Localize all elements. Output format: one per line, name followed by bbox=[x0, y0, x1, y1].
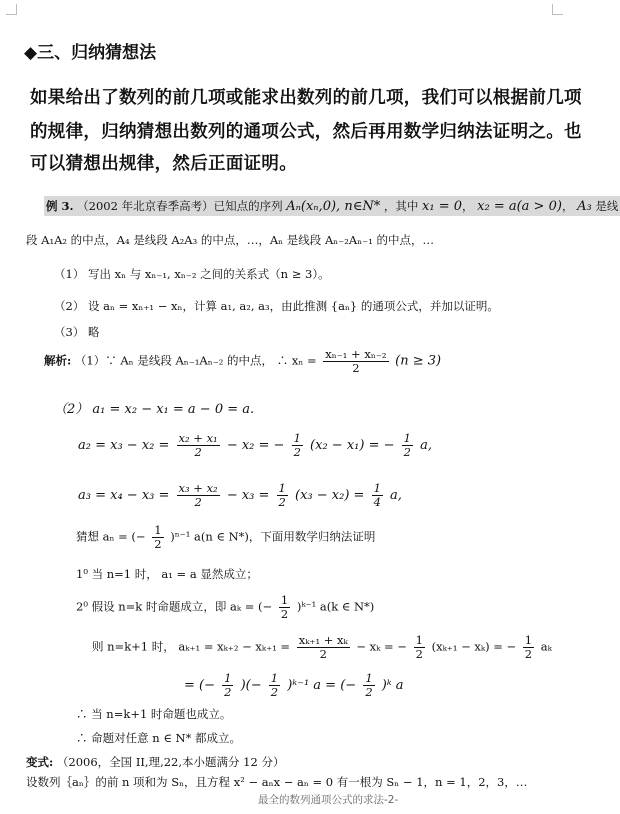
example-mid-text: ，其中 bbox=[383, 199, 419, 213]
induction-step-2: 2⁰ 假设 n=k 时命题成立，即 aₖ = (− $\frac{1}{2}$ )ᵏ⁻¹ a(k ∈ N*) bbox=[76, 593, 375, 621]
induction-step-4: = (− $\frac{1}{2}$ )(− $\frac{1}{2}$ )ᵏ⁻¹ a = (− $\frac{1}{2}$ )ᵏ a bbox=[184, 671, 404, 699]
corner-mark-top-right bbox=[552, 4, 563, 15]
fraction: $\frac{1}{2}$ bbox=[293, 431, 301, 459]
variant-label: 变式: bbox=[26, 755, 54, 769]
variant-source: （2006，全国 II,理,22,本小题满分 12 分） bbox=[56, 755, 285, 769]
example-a3: A₃ bbox=[577, 199, 592, 214]
fraction: $\frac{1}{2}$ bbox=[270, 671, 279, 699]
fraction: $\frac{\text{x₂ + x₁}}{2}$ bbox=[178, 431, 218, 459]
fraction: $\frac{1}{2}$ bbox=[154, 523, 162, 551]
induction-step-1: 1⁰ 当 n=1 时， a₁ = a 显然成立； bbox=[76, 567, 258, 581]
example-label: 例 3. bbox=[46, 199, 74, 213]
fraction: $\frac{1}{2}$ bbox=[278, 481, 286, 509]
example-source: （2002 年北京春季高考）已知点的序列 bbox=[77, 199, 283, 213]
induction-step-3: 则 n=k+1 时， aₖ₊₁ = xₖ₊₂ − xₖ₊₁ = $\frac{\text{xₖ₊₁ + xₖ}}{2}$ − xₖ = − $\frac{1}{2}$ (xₖ₊₁ − xₖ) = − $\frac{1}{2}$ aₖ bbox=[92, 633, 552, 661]
example-line-2: 段 A₁A₂ 的中点，A₄ 是线段 A₂A₃ 的中点，…，Aₙ 是线段 Aₙ₋₂Aₙ₋₁ 的中点，… bbox=[26, 233, 435, 247]
variant-line: 设数列｛aₙ｝的前 n 项和为 Sₙ，且方程 x² − aₙx − aₙ = 0 有一根为 Sₙ − 1，n = 1，2，3，… bbox=[26, 775, 528, 789]
section-title: ◆三、归纳猜想法 bbox=[24, 43, 157, 63]
fraction: $\frac{1}{2}$ bbox=[365, 671, 373, 699]
page-footer: 最全的数列通项公式的求法-2- bbox=[258, 794, 399, 806]
question-3: （3） 略 bbox=[54, 325, 100, 339]
example-tail: 是线 bbox=[595, 199, 619, 213]
example-sequence: Aₙ(xₙ,0), n∈N* bbox=[286, 199, 381, 214]
conclusion-2: ∴ 命题对任意 n ∈ N* 都成立。 bbox=[76, 731, 242, 745]
fraction: $\frac{1}{2}$ bbox=[415, 633, 423, 661]
intro-line-3: 可以猜想出规律，然后正面证明。 bbox=[30, 154, 297, 174]
solution-a2: a₂ = x₃ − x₂ = $\frac{\text{x₂ + x₁}}{2}$ − x₂ = − $\frac{1}{2}$ (x₂ − x₁) = − $\frac{1}{2}$ a, bbox=[78, 431, 432, 459]
fraction: $\frac{\text{xₖ₊₁ + xₖ}}{2}$ bbox=[298, 633, 348, 661]
solution-a3: a₃ = x₄ − x₃ = $\frac{\text{x₃ + x₂}}{2}$ − x₃ = $\frac{1}{2}$ (x₃ − x₂) = $\frac{1}{4}$ a, bbox=[78, 481, 402, 509]
example-x1: x₁ = 0 bbox=[422, 199, 462, 214]
intro-line-2: 的规律，归纳猜想出数列的通项公式，然后再用数学归纳法证明之。也 bbox=[30, 122, 582, 142]
solution-a1: （2） a₁ = x₂ − x₁ = a − 0 = a. bbox=[54, 402, 255, 417]
intro-line-1: 如果给出了数列的前几项或能求出数列的前几项，我们可以根据前几项 bbox=[30, 88, 582, 108]
variant-header bbox=[26, 754, 284, 770]
fraction: $\frac{1}{2}$ bbox=[224, 671, 232, 699]
fraction: $\frac{1}{2}$ bbox=[403, 431, 411, 459]
fraction: $\frac{1}{2}$ bbox=[524, 633, 533, 661]
solution-label: 解析: bbox=[44, 353, 72, 368]
solution-part-1 bbox=[44, 348, 441, 375]
solution-guess: 猜想 aₙ = (− $\frac{1}{2}$ )ⁿ⁻¹ a(n ∈ N*)，下面用数学归纳法证明 bbox=[76, 523, 376, 551]
fraction: $\frac{\text{xₙ₋₁ + xₙ₋₂}}{2}$ bbox=[325, 347, 387, 375]
example-x2: x₂ = a(a > 0) bbox=[477, 199, 562, 214]
fraction: $\frac{1}{2}$ bbox=[280, 593, 289, 621]
conclusion-1: ∴ 当 n=k+1 时命题也成立。 bbox=[76, 707, 232, 721]
corner-mark-top-left bbox=[6, 4, 17, 15]
fraction: $\frac{\text{x₃ + x₂}}{2}$ bbox=[178, 481, 218, 509]
question-1: （1） 写出 xₙ 与 xₙ₋₁, xₙ₋₂ 之间的关系式（n ≥ 3）。 bbox=[54, 267, 330, 281]
question-2: （2） 设 aₙ = xₙ₊₁ − xₙ，计算 a₁, a₂, a₃，由此推测 {aₙ} 的通项公式，并加以证明。 bbox=[54, 299, 499, 313]
solution-p1-post: (n ≥ 3) bbox=[395, 353, 442, 369]
example-header-line: 例 3. （2002 年北京春季高考）已知点的序列 Aₙ(xₙ,0), n∈N* ，其中 x₁ = 0， x₂ = a(a > 0)， A₃ 是线 bbox=[44, 196, 620, 216]
solution-p1-pre: （1）∵ Aₙ 是线段 Aₙ₋₁Aₙ₋₂ 的中点， ∴ xₙ = bbox=[74, 353, 317, 368]
fraction: $\frac{1}{4}$ bbox=[373, 481, 381, 509]
